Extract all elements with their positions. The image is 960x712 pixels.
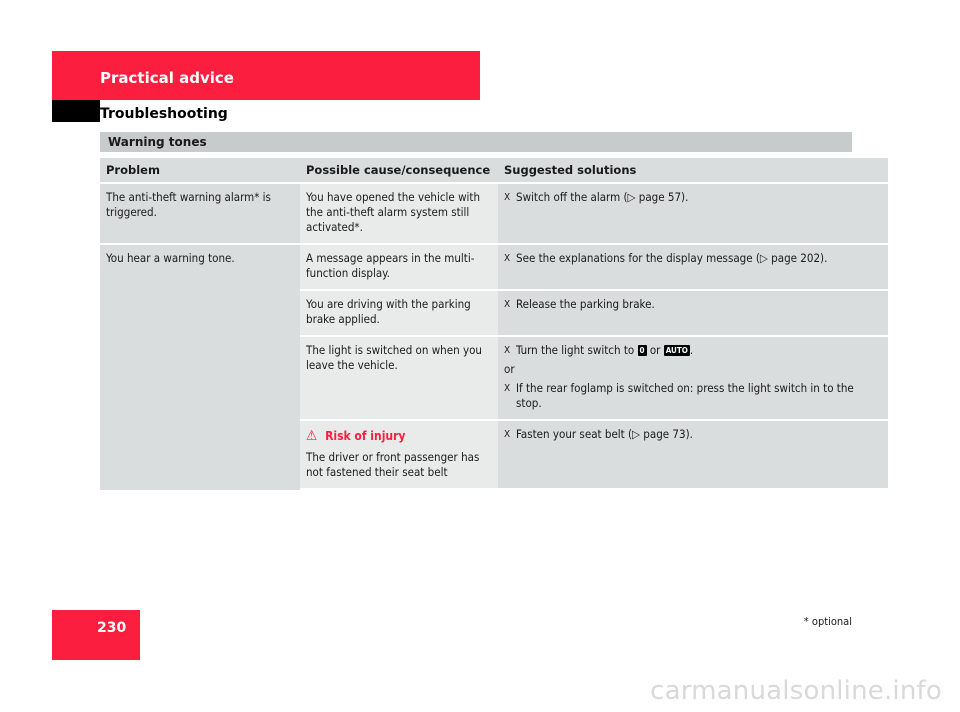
solution-text: Turn the light switch to — [516, 343, 635, 357]
solution-cell — [498, 245, 888, 291]
page-number: 230 — [97, 620, 127, 636]
solution-item — [504, 381, 882, 411]
or-text: or — [504, 362, 515, 376]
warning-title: Risk of injury — [325, 429, 406, 443]
solution-text: See the explanations for the display message (▷ page 202). — [516, 251, 828, 265]
warning-tones-table — [100, 132, 852, 490]
cause-cell: You are driving with the parking brake applied. — [300, 291, 498, 337]
column-header-problem: Problem — [100, 158, 300, 184]
subsection-title: Troubleshooting — [100, 106, 228, 122]
table-row — [100, 184, 888, 245]
solution-text: Fasten your seat belt (▷ page 73). — [516, 427, 693, 441]
page-number-box — [52, 610, 140, 660]
solution-cell — [498, 184, 888, 245]
arrow-icon: X — [504, 299, 511, 310]
cause-cell: You have opened the vehicle with the anti-theft alarm system still activated*. — [300, 184, 498, 245]
warning-heading — [306, 429, 492, 444]
table-caption: Warning tones — [100, 132, 852, 152]
problem-cell: The anti-theft warning alarm* is triggered. — [100, 184, 300, 245]
solution-item — [504, 297, 882, 312]
solution-text: Switch off the alarm (▷ page 57). — [516, 190, 689, 204]
solution-text: Release the parking brake. — [516, 297, 655, 311]
solution-item — [504, 427, 882, 442]
warning-text: The driver or front passenger has not fastened their seat belt — [306, 450, 480, 479]
watermark: carmanualsonline.info — [650, 676, 942, 706]
arrow-icon: X — [504, 429, 511, 440]
cause-cell — [300, 421, 498, 490]
problem-cell: You hear a warning tone. — [100, 245, 300, 490]
light-auto-icon: AUTO — [665, 346, 688, 355]
solution-text: If the rear foglamp is switched on: press the light switch in to the stop. — [516, 381, 854, 410]
or-inline-text: or — [649, 343, 661, 357]
arrow-icon: X — [504, 253, 511, 264]
arrow-icon: X — [504, 192, 511, 203]
solution-cell — [498, 337, 888, 421]
table-header-row — [100, 158, 888, 184]
arrow-icon: X — [504, 383, 511, 394]
solution-cell — [498, 421, 888, 490]
cause-cell: The light is switched on when you leave the vehicle. — [300, 337, 498, 421]
light-off-icon: 0 — [639, 346, 645, 355]
solution-item — [504, 251, 882, 266]
column-header-solutions: Suggested solutions — [498, 158, 888, 184]
solution-cell — [498, 291, 888, 337]
footnote: * optional — [803, 615, 852, 628]
cause-cell: A message appears in the multi-function display. — [300, 245, 498, 291]
solution-item — [504, 343, 882, 358]
column-header-cause: Possible cause/consequence — [300, 158, 498, 184]
header-tab-marker — [52, 100, 100, 122]
arrow-icon: X — [504, 345, 511, 356]
warning-triangle-icon: ⚠ — [306, 428, 318, 444]
table-row — [100, 245, 888, 291]
period-text: . — [689, 343, 694, 357]
section-title: Practical advice — [100, 69, 234, 87]
solution-item — [504, 190, 882, 205]
